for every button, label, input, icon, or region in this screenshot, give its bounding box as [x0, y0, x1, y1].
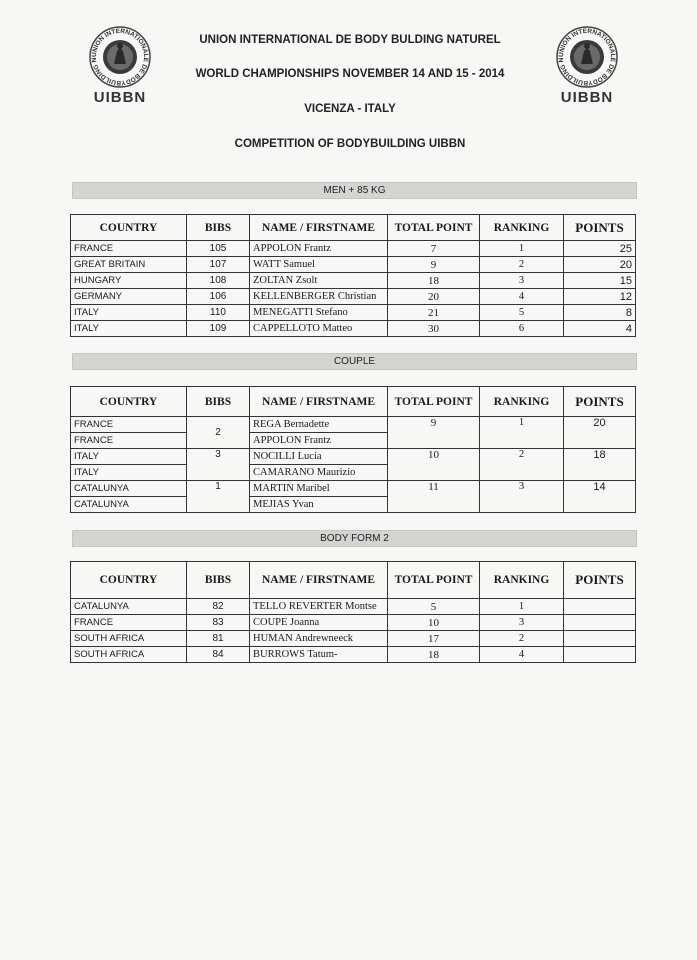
table-row	[71, 321, 636, 337]
total-cell: 21	[388, 305, 480, 321]
table-row	[71, 273, 636, 289]
section-title-bodyform: BODY FORM 2	[72, 530, 637, 547]
points-cell: 20	[564, 417, 636, 449]
name-cell: NOCILLI Lucia	[250, 449, 388, 465]
header-location: VICENZA - ITALY	[304, 103, 396, 115]
logo-ring-text: UNION INTERNATIONALE DE BODYBUILDING N	[557, 27, 617, 87]
points-cell	[564, 599, 636, 615]
table-header-row	[71, 387, 636, 417]
total-cell: 20	[388, 289, 480, 305]
bib-cell: 107	[187, 257, 250, 273]
rank-cell: 2	[480, 257, 564, 273]
rank-cell: 1	[480, 599, 564, 615]
name-cell: HUMAN Andrewneeck	[250, 631, 388, 647]
header-organization: UNION INTERNATIONAL DE BODY BULDING NATUREL	[199, 34, 501, 46]
points-cell: 4	[564, 321, 636, 337]
col-country: COUNTRY	[71, 387, 187, 417]
bib-cell: 109	[187, 321, 250, 337]
table-row	[71, 615, 636, 631]
country-cell: CATALUNYA	[71, 481, 187, 497]
country-cell: FRANCE	[71, 433, 187, 449]
header-competition: COMPETITION OF BODYBUILDING UIBBN	[234, 138, 466, 150]
results-table-couple	[70, 386, 636, 513]
points-cell: 14	[564, 481, 636, 513]
bib-cell: 1	[187, 481, 250, 513]
table-header-row	[71, 215, 636, 241]
col-bibs: BIBS	[187, 387, 250, 417]
country-cell: FRANCE	[71, 615, 187, 631]
col-ranking: RANKING	[480, 215, 564, 241]
country-cell: HUNGARY	[71, 273, 187, 289]
total-cell: 10	[388, 615, 480, 631]
bib-cell: 84	[187, 647, 250, 663]
country-cell: SOUTH AFRICA	[71, 631, 187, 647]
logo-name: UIBBN	[560, 89, 614, 106]
total-cell: 10	[388, 449, 480, 481]
col-total: TOTAL POINT	[388, 387, 480, 417]
table-row	[71, 647, 636, 663]
name-cell: APPOLON Frantz	[250, 241, 388, 257]
table-row	[71, 631, 636, 647]
rank-cell: 4	[480, 289, 564, 305]
uibbn-logo-left	[70, 24, 170, 106]
total-cell: 11	[388, 481, 480, 513]
section-title-couple: COUPLE	[72, 353, 637, 370]
section-title-men: MEN + 85 KG	[72, 182, 637, 199]
col-ranking: RANKING	[480, 387, 564, 417]
points-cell: 18	[564, 449, 636, 481]
name-cell: CAPPELLOTO Matteo	[250, 321, 388, 337]
country-cell: ITALY	[71, 449, 187, 465]
rank-cell: 4	[480, 647, 564, 663]
total-cell: 7	[388, 241, 480, 257]
table-row	[71, 305, 636, 321]
name-cell: WATT Samuel	[250, 257, 388, 273]
rank-cell: 5	[480, 305, 564, 321]
country-cell: FRANCE	[71, 417, 187, 433]
rank-cell: 3	[480, 615, 564, 631]
total-cell: 18	[388, 273, 480, 289]
col-total: TOTAL POINT	[388, 562, 480, 599]
total-cell: 18	[388, 647, 480, 663]
table-row	[71, 449, 636, 465]
name-cell: COUPE Joanna	[250, 615, 388, 631]
col-bibs: BIBS	[187, 215, 250, 241]
name-cell: CAMARANO Maurizio	[250, 465, 388, 481]
header-event: WORLD CHAMPIONSHIPS NOVEMBER 14 AND 15 - 2014	[195, 68, 505, 80]
uibbn-logo-right	[537, 24, 637, 106]
total-cell: 9	[388, 257, 480, 273]
bib-cell: 108	[187, 273, 250, 289]
rank-cell: 3	[480, 273, 564, 289]
table-row	[71, 417, 636, 433]
country-cell: GERMANY	[71, 289, 187, 305]
col-bibs: BIBS	[187, 562, 250, 599]
country-cell: FRANCE	[71, 241, 187, 257]
country-cell: ITALY	[71, 465, 187, 481]
uibbn-emblem-icon	[537, 24, 637, 90]
rank-cell: 1	[480, 417, 564, 449]
name-cell: KELLENBERGER Christian	[250, 289, 388, 305]
col-country: COUNTRY	[71, 562, 187, 599]
points-cell: 12	[564, 289, 636, 305]
results-table-men	[70, 214, 636, 337]
rank-cell: 2	[480, 631, 564, 647]
results-table-bodyform	[70, 561, 636, 663]
country-cell: ITALY	[71, 305, 187, 321]
bib-cell: 83	[187, 615, 250, 631]
table-row	[71, 599, 636, 615]
col-points: POINTS	[564, 387, 636, 417]
total-cell: 9	[388, 417, 480, 449]
points-cell	[564, 647, 636, 663]
col-ranking: RANKING	[480, 562, 564, 599]
table-row	[71, 257, 636, 273]
logo-name: UIBBN	[93, 89, 147, 106]
table-row	[71, 481, 636, 497]
col-points: POINTS	[564, 562, 636, 599]
bib-cell: 105	[187, 241, 250, 257]
bib-cell: 2	[187, 417, 250, 449]
name-cell: ZOLTAN Zsolt	[250, 273, 388, 289]
col-country: COUNTRY	[71, 215, 187, 241]
table-row	[71, 289, 636, 305]
name-cell: MEJIAS Yvan	[250, 497, 388, 513]
country-cell: CATALUNYA	[71, 497, 187, 513]
bib-cell: 110	[187, 305, 250, 321]
total-cell: 30	[388, 321, 480, 337]
col-name: NAME / FIRSTNAME	[250, 562, 388, 599]
name-cell: APPOLON Frantz	[250, 433, 388, 449]
rank-cell: 3	[480, 481, 564, 513]
rank-cell: 6	[480, 321, 564, 337]
country-cell: CATALUNYA	[71, 599, 187, 615]
logo-ring-text: UNION INTERNATIONALE DE BODYBUILDING N	[90, 27, 150, 87]
points-cell	[564, 615, 636, 631]
points-cell	[564, 631, 636, 647]
country-cell: ITALY	[71, 321, 187, 337]
total-cell: 17	[388, 631, 480, 647]
total-cell: 5	[388, 599, 480, 615]
points-cell: 20	[564, 257, 636, 273]
name-cell: BURROWS Tatum-	[250, 647, 388, 663]
name-cell: REGA Bernadette	[250, 417, 388, 433]
col-total: TOTAL POINT	[388, 215, 480, 241]
col-points: POINTS	[564, 215, 636, 241]
table-header-row	[71, 562, 636, 599]
bib-cell: 81	[187, 631, 250, 647]
points-cell: 25	[564, 241, 636, 257]
bib-cell: 3	[187, 449, 250, 481]
points-cell: 8	[564, 305, 636, 321]
rank-cell: 2	[480, 449, 564, 481]
name-cell: TELLO REVERTER Montse	[250, 599, 388, 615]
name-cell: MARTIN Maribel	[250, 481, 388, 497]
bib-cell: 106	[187, 289, 250, 305]
table-row	[71, 241, 636, 257]
bib-cell: 82	[187, 599, 250, 615]
rank-cell: 1	[480, 241, 564, 257]
col-name: NAME / FIRSTNAME	[250, 215, 388, 241]
col-name: NAME / FIRSTNAME	[250, 387, 388, 417]
country-cell: GREAT BRITAIN	[71, 257, 187, 273]
uibbn-emblem-icon	[70, 24, 170, 90]
name-cell: MENEGATTI Stefano	[250, 305, 388, 321]
country-cell: SOUTH AFRICA	[71, 647, 187, 663]
points-cell: 15	[564, 273, 636, 289]
